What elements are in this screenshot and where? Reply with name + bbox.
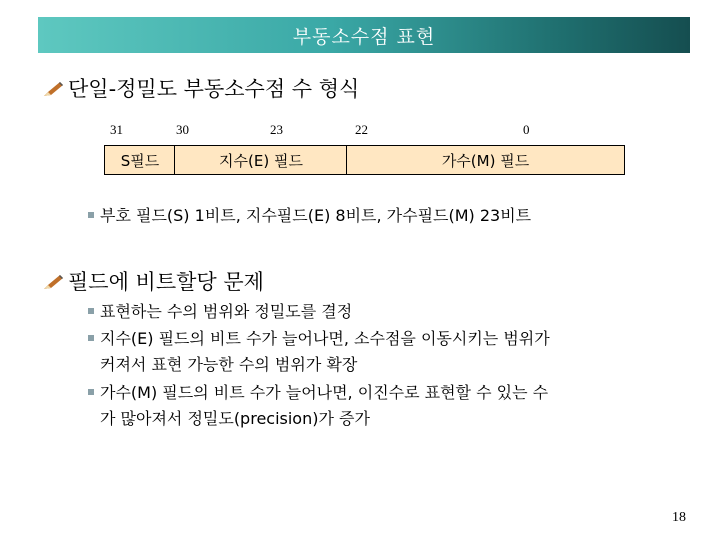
square-bullet-icon [88, 308, 94, 314]
square-bullet-icon [88, 335, 94, 341]
section2-bullet-2-line-2: 커져서 표현 가능한 수의 범위가 확장 [100, 355, 358, 374]
title-bar [38, 17, 690, 53]
pen-icon [42, 273, 64, 291]
bit-label-31: 31 [110, 122, 123, 137]
pen-icon [42, 80, 64, 98]
field-exponent-label: 지수(E) 필드 [219, 151, 303, 170]
bit-label-23: 23 [270, 122, 283, 137]
page-number: 18 [672, 510, 686, 525]
field-sign-label: S필드 [120, 151, 160, 170]
field-mantissa [346, 145, 625, 175]
section2-bullet-3-line-2: 가 많아져서 정밀도(precision)가 증가 [100, 409, 370, 428]
bit-label-22: 22 [355, 122, 368, 137]
field-sign [104, 145, 176, 175]
square-bullet-icon [88, 389, 94, 395]
slide-title: 부동소수점 표현 [292, 25, 436, 48]
section1-heading: 단일-정밀도 부동소수점 수 형식 [68, 77, 360, 101]
field-mantissa-label: 가수(M) 필드 [441, 151, 530, 170]
section2-bullet-1: 표현하는 수의 범위와 정밀도를 결정 [100, 302, 353, 321]
section1-bullet: 부호 필드(S) 1비트, 지수필드(E) 8비트, 가수필드(M) 23비트 [100, 206, 532, 225]
square-bullet-icon [88, 212, 94, 218]
section2-bullet-2-line-1: 지수(E) 필드의 비트 수가 늘어나면, 소수점을 이동시키는 범위가 [100, 329, 550, 348]
section2-bullet-3-line-1: 가수(M) 필드의 비트 수가 늘어나면, 이진수로 표현할 수 있는 수 [100, 383, 549, 402]
bit-label-30: 30 [176, 122, 189, 137]
bit-label-0: 0 [523, 122, 530, 137]
section2-heading: 필드에 비트할당 문제 [68, 270, 264, 294]
field-exponent [174, 145, 348, 175]
